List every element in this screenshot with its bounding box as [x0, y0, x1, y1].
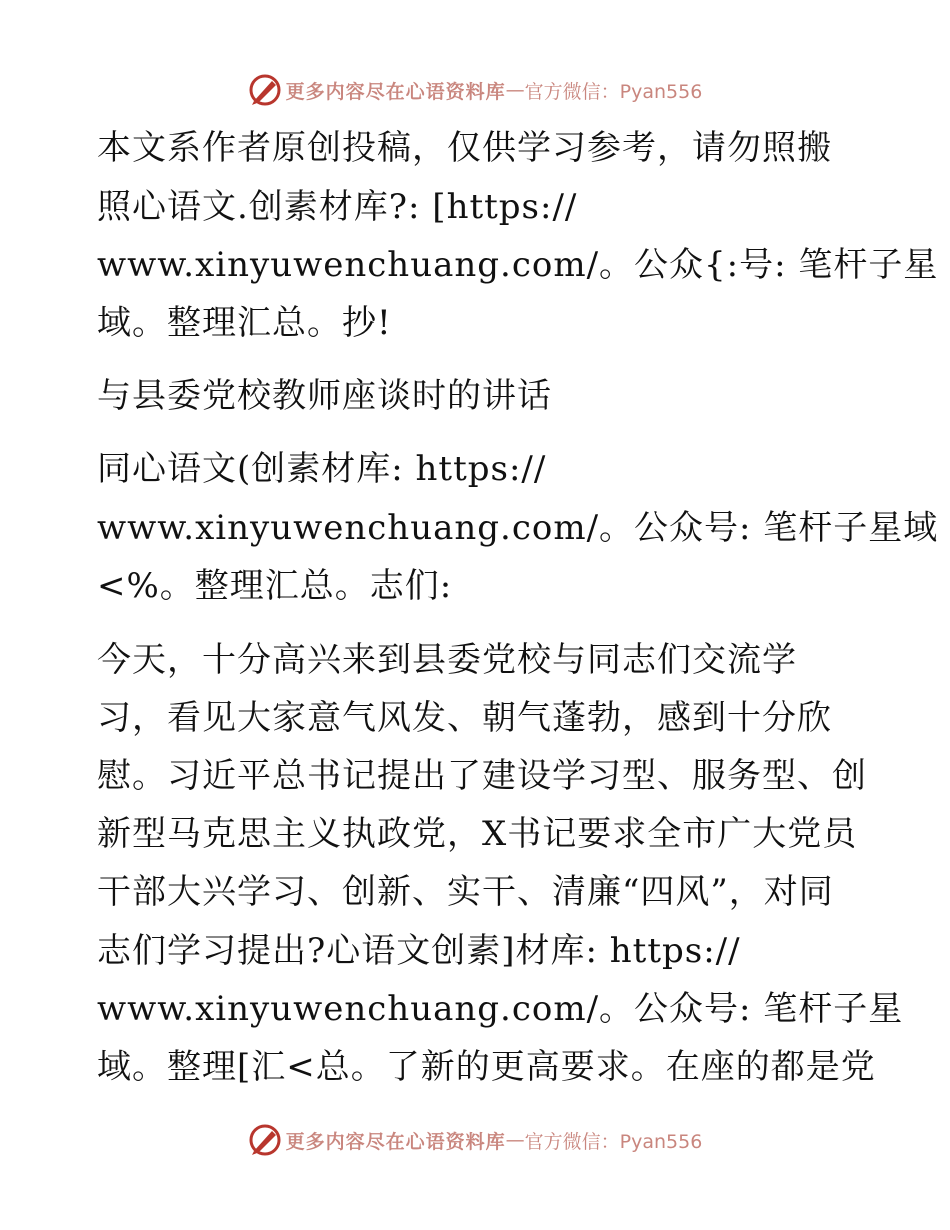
- banner-wechat-text: 官方微信：Pyan556: [524, 80, 703, 103]
- banner-wechat-text: 官方微信：Pyan556: [524, 1130, 703, 1153]
- banner-site-text: 更多内容尽在心语资料库: [285, 80, 506, 103]
- banner-dash: —: [505, 1129, 525, 1151]
- text-line: 慰。习近平总书记提出了建设学习型、服务型、创: [97, 756, 867, 796]
- text-line: www.xinyuwenchuang.com/。公众号: 笔杆子星: [97, 989, 904, 1029]
- text-line: 域。整理汇总。抄!: [97, 303, 392, 343]
- banner-site-text: 更多内容尽在心语资料库: [285, 1130, 506, 1153]
- text-line: <%。整理汇总。志们:: [97, 566, 453, 606]
- text-line: 本文系作者原创投稿，仅供学习参考，请勿照搬: [97, 128, 832, 168]
- pen-logo-icon: [248, 1123, 282, 1157]
- footer-banner: [0, 1120, 950, 1160]
- document-title: 与县委党校教师座谈时的讲话: [97, 376, 552, 416]
- text-line: 新型马克思主义执政党，X书记要求全市广大党员: [97, 814, 858, 854]
- pen-logo-icon: [248, 73, 282, 107]
- text-line: 习，看见大家意气风发、朝气蓬勃，感到十分欣: [97, 698, 832, 738]
- text-line: 照心语文.创素材库?: [https://: [97, 187, 578, 227]
- text-line: www.xinyuwenchuang.com/。公众{:号: 笔杆子星: [97, 245, 939, 285]
- text-line: 志们学习提出?心语文创素]材库: https://: [97, 931, 741, 971]
- header-banner: [0, 70, 950, 110]
- text-line: www.xinyuwenchuang.com/。公众号: 笔杆子星域: [97, 508, 939, 548]
- text-line: 域。整理[汇<总。了新的更高要求。在座的都是党: [97, 1047, 876, 1087]
- text-line: 干部大兴学习、创新、实干、清廉“四风”，对同: [97, 872, 834, 912]
- banner-dash: —: [505, 79, 525, 101]
- text-line: 今天，十分高兴来到县委党校与同志们交流学: [97, 640, 797, 680]
- text-line: 同心语文(创素材库: https://: [97, 449, 547, 489]
